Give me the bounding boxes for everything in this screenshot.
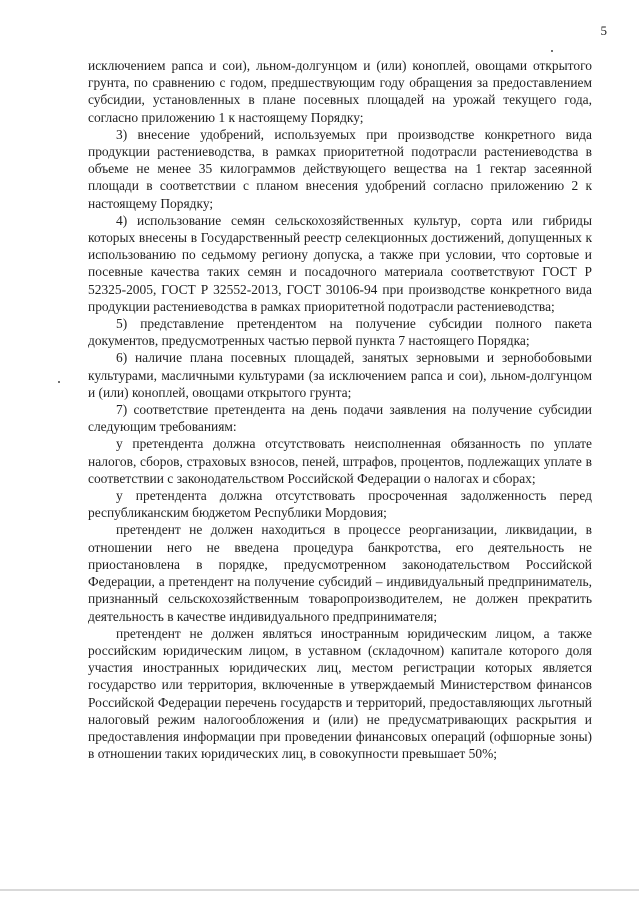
- paragraph-item-5-documents: 5) представление претендентом на получение субсидии полного пакета документов, предусмотренных частью первой пункта 7 настоящего Порядка;: [88, 316, 592, 349]
- paragraph-item-3-fertilizers: 3) внесение удобрений, используемых при производстве конкретного вида продукции растениеводства, в рамках приоритетной подотрасли растениеводства в объеме не менее 35 килограммов действующего вещества на 1 гектар засеянной площади в соответствии с планом внесения удобрений согласно приложению 2 к настоящему Порядку;: [88, 126, 592, 211]
- paragraph-requirement-debt: у претендента должна отсутствовать просроченная задолженность перед республиканским бюджетом Республики Мордовия;: [88, 488, 592, 521]
- scan-edge-line: [0, 889, 639, 891]
- page-number: 5: [600, 23, 607, 38]
- scan-speck: [551, 50, 553, 52]
- paragraph-requirement-taxes: у претендента должна отсутствовать неисполненная обязанность по уплате налогов, сборов, страховых взносов, пеней, штрафов, процентов, подлежащих уплате в соответствии с законодательством Российской Федерации о налогах и сборах;: [88, 436, 592, 486]
- paragraph-item-7-requirements: 7) соответствие претендента на день подачи заявления на получение субсидии следующим требованиям:: [88, 402, 592, 435]
- document-body: [88, 57, 592, 762]
- paragraph-requirement-reorganization: претендент не должен находиться в процессе реорганизации, ликвидации, в отношении него не введена процедура банкротства, его деятельность не приостановлена в порядке, предусмотренном законодательством Российской Федерации, а претендент на получение субсидий – индивидуальный предприниматель, признанный сельскохозяйственным товаропроизводителем, не должен прекратить деятельность в качестве индивидуального предпринимателя;: [88, 522, 592, 624]
- paragraph-item-4-seeds: 4) использование семян сельскохозяйственных культур, сорта или гибриды которых внесены в Государственный реестр селекционных достижений, допущенных к использованию по седьмому региону допуска, а также при условии, что сортовые и посевные качества таких семян и посадочного материала соответствуют ГОСТ Р 52325-2005, ГОСТ Р 32552-2013, ГОСТ 30106-94 при производстве конкретного вида продукции растениеводства в рамках приоритетной подотрасли растениеводства;: [88, 212, 592, 314]
- scan-speck: [58, 381, 60, 383]
- paragraph-continuation: исключением рапса и сои), льном-долгунцом и (или) коноплей, овощами открытого грунта, по сравнению с годом, предшествующим году обращения за предоставлением субсидии, установленных в плане посевных площадей на урожай текущего года, согласно приложению 1 к настоящему Порядку;: [88, 58, 592, 125]
- paragraph-requirement-foreign-entity: претендент не должен являться иностранным юридическим лицом, а также российским юридическим лицом, в уставном (складочном) капитале которого доля участия иностранных юридических лиц, местом регистрации которых является государство или территория, включенные в утверждаемый Министерством финансов Российской Федерации перечень государств и территорий, предоставляющих льготный налоговый режим налогообложения и (или) не предусматривающих раскрытия и предоставления информации при проведении финансовых операций (офшорные зоны) в отношении таких юридических лиц, в совокупности превышает 50%;: [88, 625, 592, 762]
- paragraph-item-6-sowing-plan: 6) наличие плана посевных площадей, занятых зерновыми и зернобобовыми культурами, масличными культурами (за исключением рапса и сои), льном-долгунцом и (или) коноплей, овощами открытого грунта;: [88, 350, 592, 400]
